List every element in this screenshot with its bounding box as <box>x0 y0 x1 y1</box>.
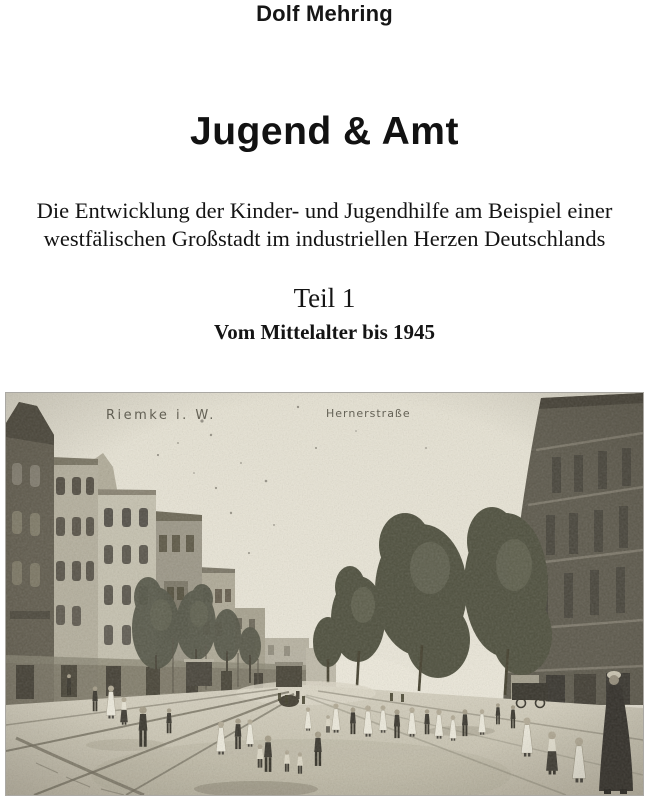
author-name: Dolf Mehring <box>256 1 393 26</box>
cover-photo <box>6 393 643 795</box>
subtitle-line-2: westfälischen Großstadt im industriellen Herzen Deutschlands <box>43 226 606 251</box>
book-subtitle <box>0 197 649 253</box>
part-label: Teil 1 <box>293 283 356 313</box>
part-subtitle: Vom Mittelalter bis 1945 <box>213 320 436 344</box>
book-title: Jugend & Amt <box>190 110 459 153</box>
photo-vignette <box>6 393 643 795</box>
subtitle-line-1: Die Entwicklung der Kinder- und Jugendhilfe am Beispiel einer <box>36 198 613 223</box>
